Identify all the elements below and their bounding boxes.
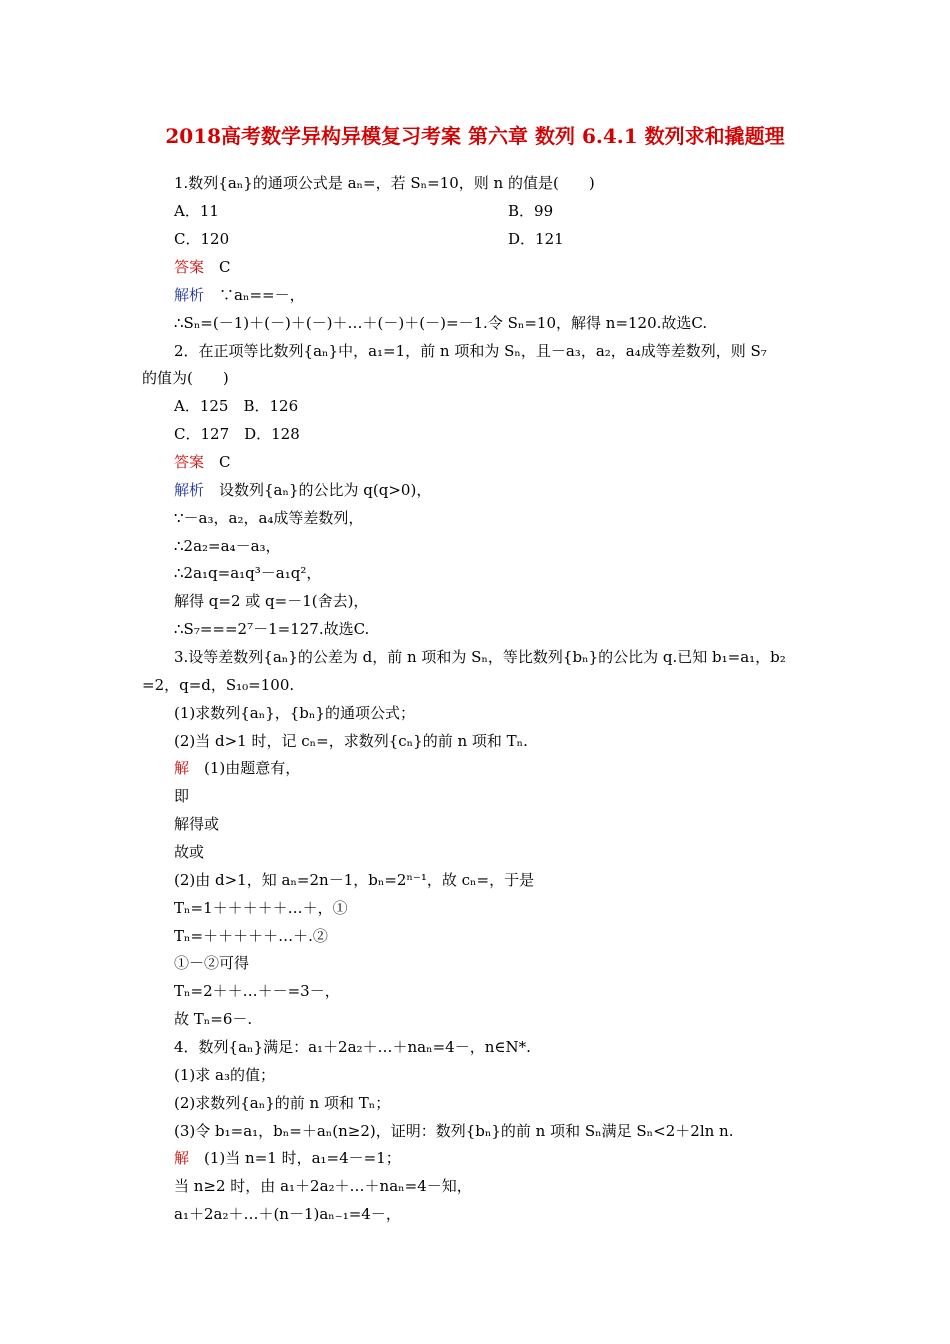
solution-label: 解析 (174, 286, 205, 304)
line-text: 当 n≥2 时，由 a₁＋2a₂＋…＋naₙ=4－知， (174, 1177, 472, 1195)
line-text: 故 Tₙ=6－. (174, 1010, 253, 1028)
line-text: 的值为( ) (142, 369, 229, 387)
text-line (174, 1093, 390, 1113)
line-text: =2，q=d，S₁₀=100. (142, 676, 295, 694)
text-line (174, 981, 340, 1001)
line-text: ∵aₙ==－， (204, 286, 305, 304)
line-text: C (204, 258, 231, 276)
line-text: 解得 q=2 或 q=－1(舍去)， (174, 592, 369, 610)
line-text: (1)当 n=1 时，a₁=4－=1； (189, 1149, 401, 1167)
text-line (174, 201, 219, 221)
line-text: Tₙ=2＋＋…＋－=3－， (174, 982, 340, 1000)
line-text: Tₙ=＋＋＋＋＋…＋.② (174, 927, 328, 945)
line-text: (1)由题意有， (189, 759, 301, 777)
line-text: (2)由 d>1，知 aₙ=2n－1，bₙ=2ⁿ⁻¹，故 cₙ=，于是 (174, 871, 535, 889)
solution-label: 解析 (174, 481, 205, 499)
line-text: 故或 (174, 843, 205, 861)
text-line (508, 201, 553, 221)
text-line (174, 953, 249, 973)
text-line (174, 313, 707, 333)
line-text: B．99 (508, 202, 554, 220)
text-line (174, 508, 363, 528)
page-title: 2018高考数学异构异模复习考案 第六章 数列 6.4.1 数列求和撬题理 (165, 124, 785, 148)
line-text: ∴2a₁q=a₁q³－a₁q²， (174, 564, 322, 582)
text-line (174, 1121, 733, 1141)
text-line (174, 591, 368, 611)
solution-label: 解 (174, 1149, 190, 1167)
line-text: 4．数列{aₙ}满足：a₁＋2a₂＋…＋naₙ=4－，n∈N*. (174, 1038, 531, 1056)
text-line (174, 341, 767, 361)
line-text: ∵－a₃，a₂，a₄成等差数列， (174, 509, 364, 527)
text-line (174, 229, 229, 249)
text-line (174, 786, 189, 806)
text-line (174, 842, 204, 862)
line-text: C．127 D．128 (174, 425, 300, 443)
text-line (174, 1148, 401, 1168)
text-line (174, 1037, 531, 1057)
text-line (142, 675, 294, 695)
text-line (174, 285, 305, 305)
line-text: (1)求数列{aₙ}，{bₙ}的通项公式； (174, 704, 415, 722)
line-text: (1)求 a₃的值； (174, 1066, 275, 1084)
text-line (174, 926, 328, 946)
line-text: D．121 (508, 230, 564, 248)
line-text: 2．在正项等比数列{aₙ}中，a₁=1，前 n 项和为 Sₙ，且－a₃，a₂，a₄成等差数列，则 S₇ (174, 342, 767, 360)
solution-label: 解 (174, 759, 190, 777)
text-line (174, 619, 369, 639)
text-line (174, 480, 431, 500)
line-text: A．11 (174, 202, 219, 220)
text-line (174, 536, 281, 556)
line-text: 即 (174, 787, 190, 805)
line-text: a₁＋2a₂＋…＋(n－1)aₙ₋₁=4－， (174, 1205, 401, 1223)
text-line (174, 758, 300, 778)
solution-label: 答案 (174, 453, 205, 471)
text-line (174, 257, 231, 277)
text-line (174, 173, 595, 193)
line-text: A．125 B．126 (174, 397, 299, 415)
line-text: 设数列{aₙ}的公比为 q(q>0)， (204, 481, 432, 499)
line-text: ∴S₇===2⁷－1=127.故选C. (174, 620, 370, 638)
text-line (174, 1204, 401, 1224)
text-line (174, 814, 219, 834)
text-line (174, 647, 786, 667)
line-text: (2)求数列{aₙ}的前 n 项和 Tₙ； (174, 1094, 391, 1112)
line-text: ∴2a₂=a₄－a₃， (174, 537, 281, 555)
text-line (174, 1065, 275, 1085)
line-text: 解得或 (174, 815, 220, 833)
text-line (174, 731, 528, 751)
line-text: (3)令 b₁=a₁，bₙ=＋aₙ(n≥2)，证明：数列{bₙ}的前 n 项和 Sₙ满足 Sₙ<2＋2ln n. (174, 1122, 734, 1140)
line-text: C (204, 453, 231, 471)
text-line (174, 396, 298, 416)
text-line (174, 898, 348, 918)
text-line (174, 563, 321, 583)
line-text: C．120 (174, 230, 230, 248)
text-line (174, 870, 534, 890)
text-line (174, 424, 300, 444)
text-line (174, 703, 415, 723)
line-text: 1.数列{aₙ}的通项公式是 aₙ=，若 Sₙ=10，则 n 的值是( ) (174, 174, 595, 192)
text-line (142, 368, 229, 388)
text-line (508, 229, 564, 249)
text-line (174, 1176, 472, 1196)
line-text: ①－②可得 (174, 954, 250, 972)
solution-label: 答案 (174, 258, 205, 276)
line-text: 3.设等差数列{aₙ}的公差为 d，前 n 项和为 Sₙ，等比数列{bₙ}的公比为 q.已知 b₁=a₁，b₂ (174, 648, 786, 666)
text-line (174, 452, 231, 472)
line-text: (2)当 d>1 时，记 cₙ=，求数列{cₙ}的前 n 项和 Tₙ. (174, 732, 528, 750)
line-text: ∴Sₙ=(－1)＋(－)＋(－)＋…＋(－)＋(－)=－1.令 Sₙ=10，解得 n=120.故选C. (174, 314, 708, 332)
line-text: Tₙ=1＋＋＋＋＋…＋，① (174, 899, 348, 917)
text-line (174, 1009, 252, 1029)
